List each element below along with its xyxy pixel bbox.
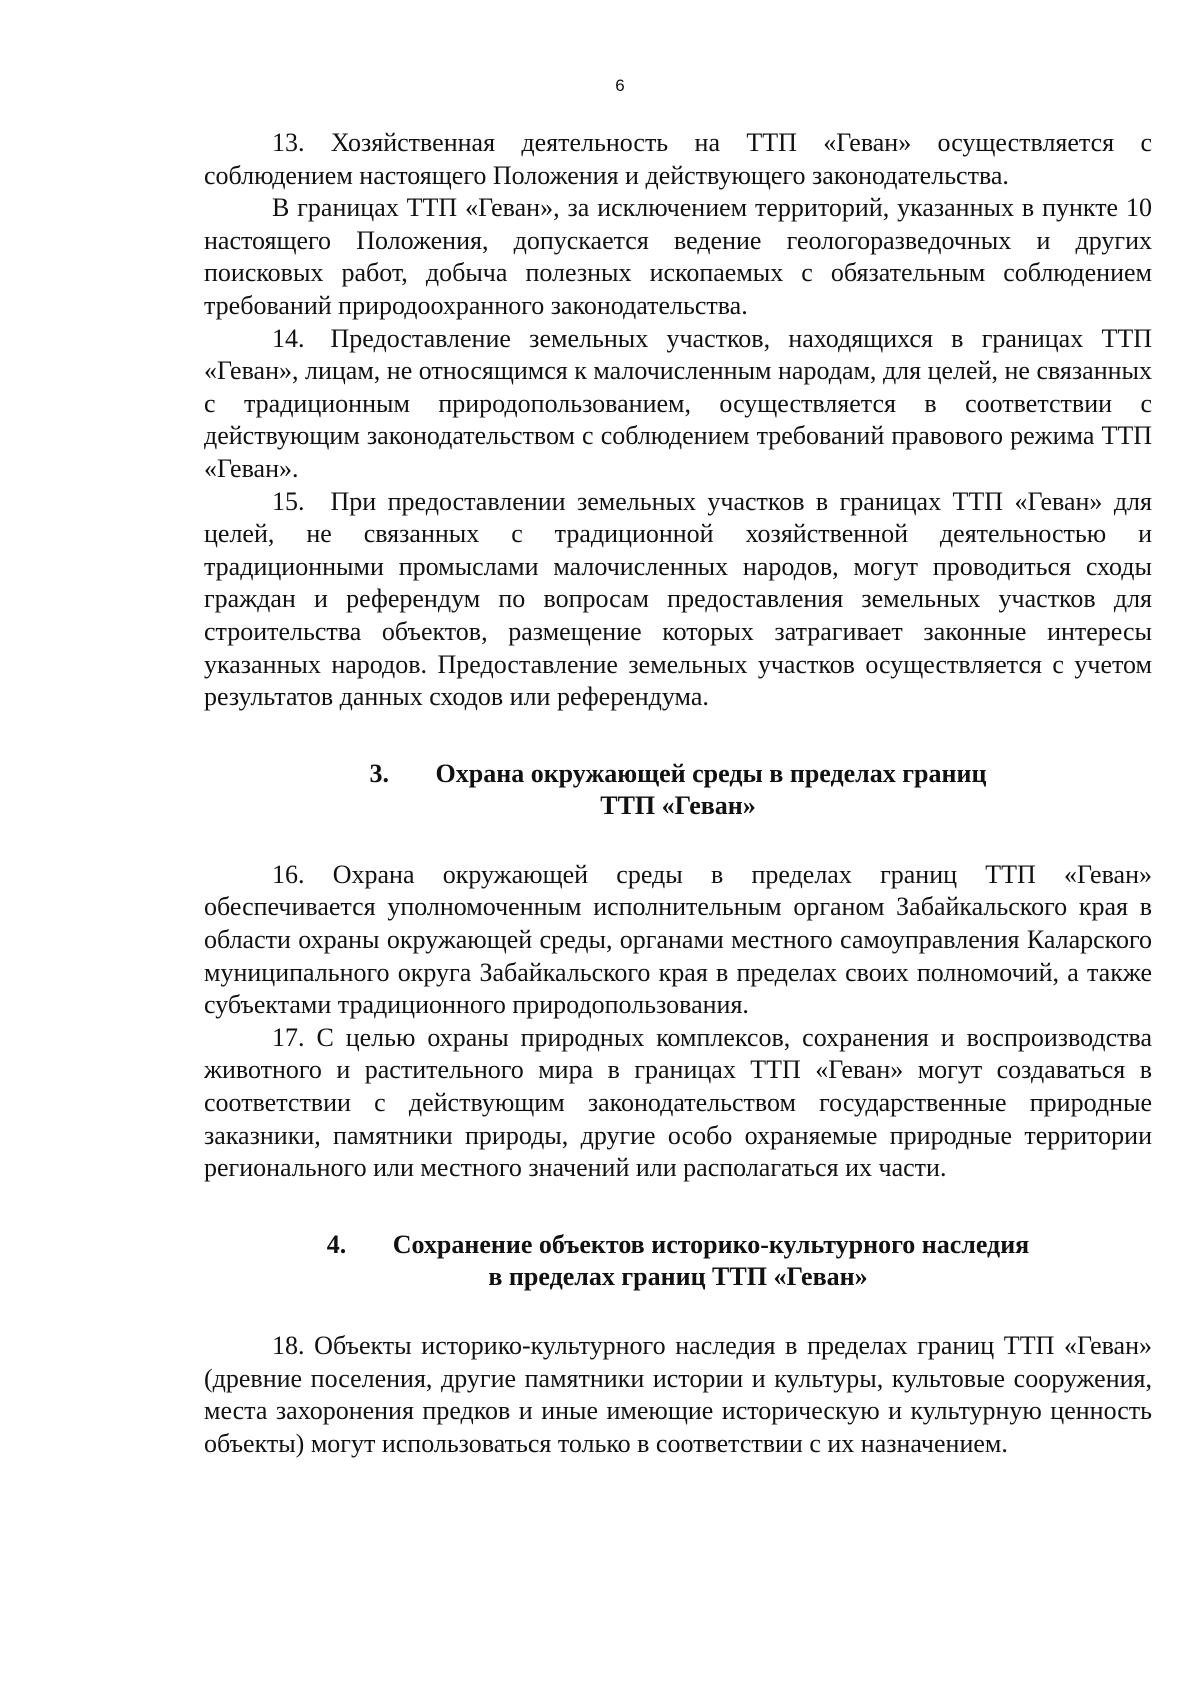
section-4-number: 4. — [326, 1229, 347, 1259]
section-3-title-line-1: Охрана окружающей среды в пределах границ — [435, 758, 987, 788]
section-3-heading — [204, 758, 1152, 823]
paragraph-18: 18. Объекты историко-культурного наследия в пределах границ ТТП «Геван» (древние поселения, другие памятники истории и культуры, культовые сооружения, места захоронения предков и иные имеющие историческую и культурную ценность объекты) могут использоваться только в соответствии с их назначением. — [204, 1331, 1152, 1458]
section-4-heading — [204, 1229, 1152, 1294]
section-4-title-line-1: Сохранение объектов историко-культурного наследия — [392, 1229, 1030, 1259]
paragraph-17: 17. С целью охраны природных комплексов, сохранения и воспроизводства животного и растительного мира в границах ТТП «Геван» могут создаваться в соответствии с действующим законодательством государственные природные заказники, памятники природы, другие особо охраняемые природные территории регионального или местного значений или располагаться их части. — [204, 1022, 1152, 1183]
paragraph-16: 16. Охрана окружающей среды в пределах границ ТТП «Геван» обеспечивается уполномоченным исполнительным органом Забайкальского края в области охраны окружающей среды, органами местного самоуправления Каларского муниципального округа Забайкальского края в пределах своих полномочий, а также субъектами традиционного природопользования. — [204, 859, 1152, 1020]
section-4-title-line-2: в пределах границ ТТП «Геван» — [488, 1262, 868, 1292]
paragraph-15: 15. При предоставлении земельных участков в границах ТТП «Геван» для целей, не связанных с традиционной хозяйственной деятельностью и традиционными промыслами малочисленных народов, могут проводиться сходы граждан и референдум по вопросам предоставления земельных участков для строительства объектов, размещение которых затрагивает законные интересы указанных народов. Предоставление земельных участков осуществляется с учетом результатов данных сходов или референдума. — [204, 486, 1152, 712]
document-body — [204, 127, 1152, 1460]
paragraph-13-continued: В границах ТТП «Геван», за исключением территорий, указанных в пункте 10 настоящего Положения, допускается ведение геологоразведочных и других поисковых работ, добыча полезных ископаемых с обязательным соблюдением требований природоохранного законодательства. — [204, 193, 1152, 320]
section-4-heading-line-1 — [204, 1229, 1152, 1262]
paragraph-14: 14. Предоставление земельных участков, находящихся в границах ТТП «Геван», лицам, не относящимся к малочисленным народам, для целей, не связанных с традиционным природопользованием, осуществляется в соответствии с действующим законодательством с соблюдением требований правового режима ТТП «Геван». — [204, 323, 1152, 483]
section-3-number: 3. — [369, 758, 390, 788]
paragraph-13: 13. Хозяйственная деятельность на ТТП «Геван» осуществляется с соблюдением настоящего Положения и действующего законодательства. — [204, 128, 1152, 190]
section-3-heading-line-1 — [204, 758, 1152, 791]
page-number: 6 — [615, 76, 625, 95]
section-3-title-line-2: ТТП «Геван» — [600, 791, 756, 821]
